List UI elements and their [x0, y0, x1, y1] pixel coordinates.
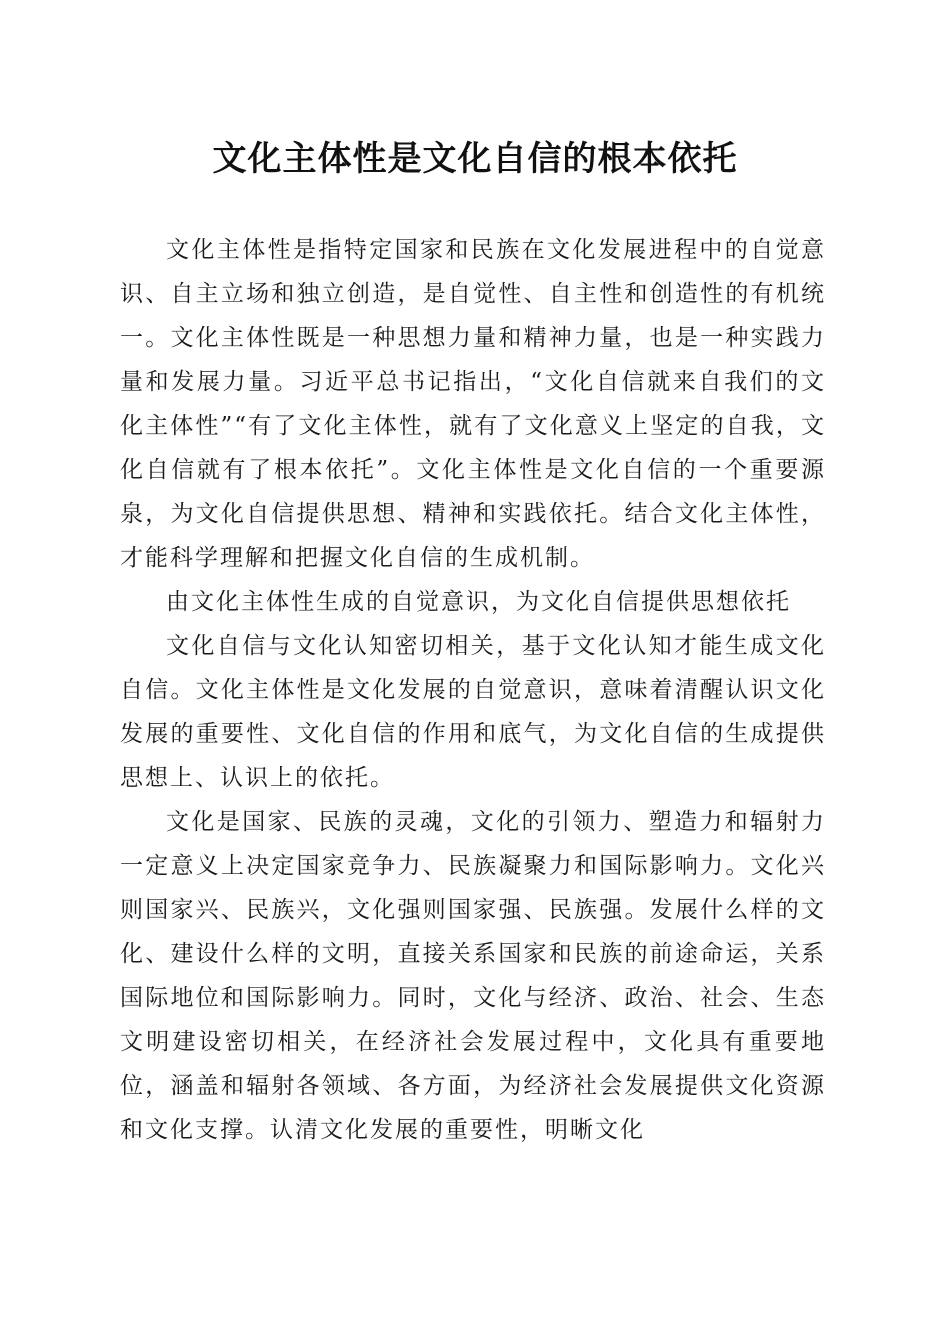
document-title: 文化主体性是文化自信的根本依托	[212, 139, 738, 179]
section-heading: 由文化主体性生成的自觉意识，为文化自信提供思想依托	[166, 589, 791, 615]
paragraph-intro: 文化主体性是指特定国家和民族在文化发展进程中的自觉意识、自主立场和独立创造，是自觉性、自主性和创造性的有机统一。文化主体性既是一种思想力量和精神力量，也是一种实践力量和发展力量。习近平总书记指出，“文化自信就来自我们的文化主体性”“有了文化主体性，就有了文化意义上坚定的自我，文化自信就有了根本依托”。文化主体性是文化自信的一个重要源泉，为文化自信提供思想、精神和实践依托。结合文化主体性，才能科学理解和把握文化自信的生成机制。	[120, 237, 826, 571]
document-body	[120, 228, 826, 1152]
paragraph-importance: 文化是国家、民族的灵魂，文化的引领力、塑造力和辐射力一定意义上决定国家竞争力、民族凝聚力和国际影响力。文化兴则国家兴、民族兴，文化强则国家强、民族强。发展什么样的文化、建设什么样的文明，直接关系国家和民族的前途命运，关系国际地位和国际影响力。同时，文化与经济、政治、社会、生态文明建设密切相关，在经济社会发展过程中，文化具有重要地位，涵盖和辐射各领域、各方面，为经济社会发展提供文化资源和文化支撑。认清文化发展的重要性，明晰文化	[120, 809, 826, 1143]
paragraph-cognition: 文化自信与文化认知密切相关，基于文化认知才能生成文化自信。文化主体性是文化发展的自觉意识，意味着清醒认识文化发展的重要性、文化自信的作用和底气，为文化自信的生成提供思想上、认识上的依托。	[120, 633, 826, 791]
